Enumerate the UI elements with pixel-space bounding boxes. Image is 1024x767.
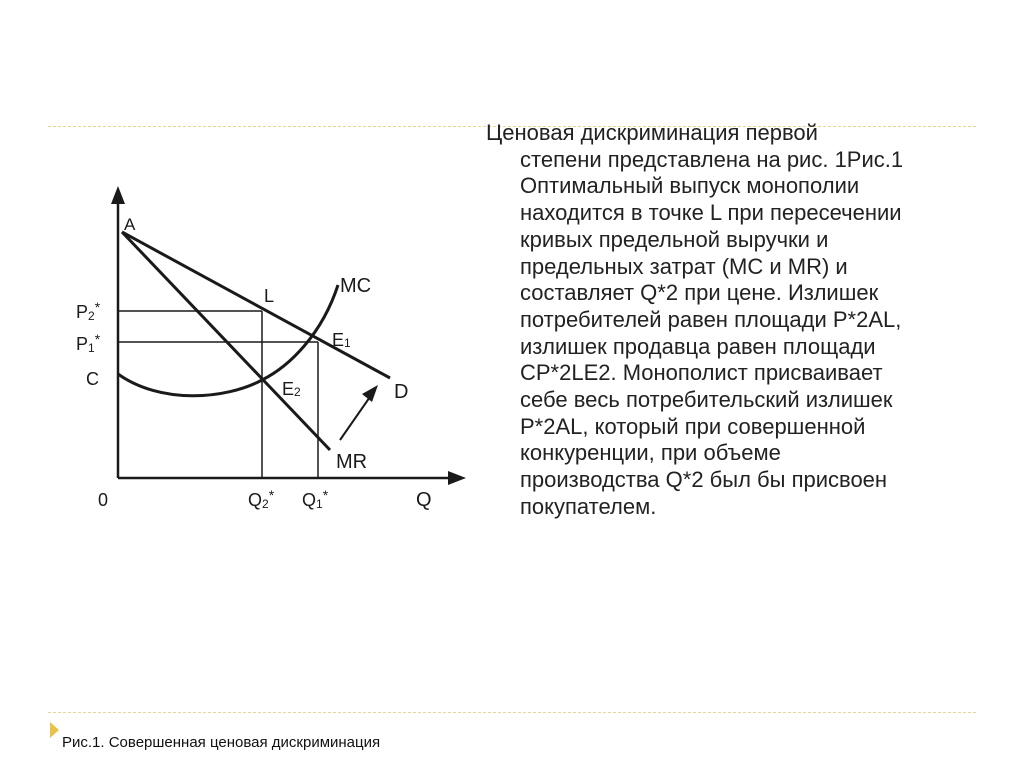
text-line-4: находится в точке L при пересечении: [520, 200, 902, 226]
label-q: Q: [416, 489, 432, 511]
text-line-11: себе весь потребительский излишек: [520, 387, 893, 413]
text-line-12: P*2AL, который при совершенной: [520, 413, 866, 439]
label-e1: E1: [332, 330, 351, 350]
mc-curve: [118, 285, 338, 396]
text-line-3: Оптимальный выпуск монополии: [520, 173, 860, 199]
text-line-13: конкуренции, при объеме: [520, 440, 781, 466]
mr-pointer: [340, 394, 372, 440]
label-c: C: [86, 369, 99, 389]
label-q1: Q1*: [302, 487, 329, 511]
text-line-2: степени представлена на рис. 1Рис.1: [520, 146, 904, 172]
label-mr: MR: [336, 451, 368, 473]
text-line-1: Ценовая дискриминация первой: [486, 120, 818, 145]
label-a: A: [124, 215, 136, 234]
text-line-7: составляет Q*2 при цене. Излишек: [520, 280, 879, 306]
label-p1: P1*: [76, 331, 101, 355]
label-origin: 0: [98, 490, 109, 510]
text-line-6: предельных затрат (МС и MR) и: [520, 253, 848, 279]
x-axis-arrow: [448, 471, 466, 485]
text-line-15: покупателем.: [520, 493, 657, 519]
text-line-5: кривых предельной выручки и: [520, 226, 829, 252]
demand-line: [122, 232, 390, 378]
text-line-9: излишек продавца равен площади: [520, 333, 876, 359]
label-e2: E2: [282, 379, 301, 399]
label-d: D: [394, 381, 409, 403]
mr-line: [122, 232, 330, 450]
price-discrimination-diagram: [70, 180, 470, 520]
figure-caption: Рис.1. Совершенная ценовая дискриминация: [62, 734, 381, 751]
mr-pointer-head: [362, 385, 378, 402]
y-axis-arrow: [111, 186, 125, 204]
label-l: L: [264, 286, 275, 306]
explanation-text: [486, 120, 972, 521]
label-mc: MC: [340, 275, 372, 297]
caption-bullet-icon: [50, 722, 59, 738]
bottom-divider: [48, 712, 976, 713]
text-line-8: потребителей равен площади P*2AL,: [520, 306, 902, 332]
label-q2: Q2*: [248, 487, 275, 511]
text-line-14: производства Q*2 был бы присвоен: [520, 467, 888, 493]
label-p2: P2*: [76, 299, 101, 323]
text-line-10: CP*2LE2. Монополист присваивает: [520, 360, 883, 386]
